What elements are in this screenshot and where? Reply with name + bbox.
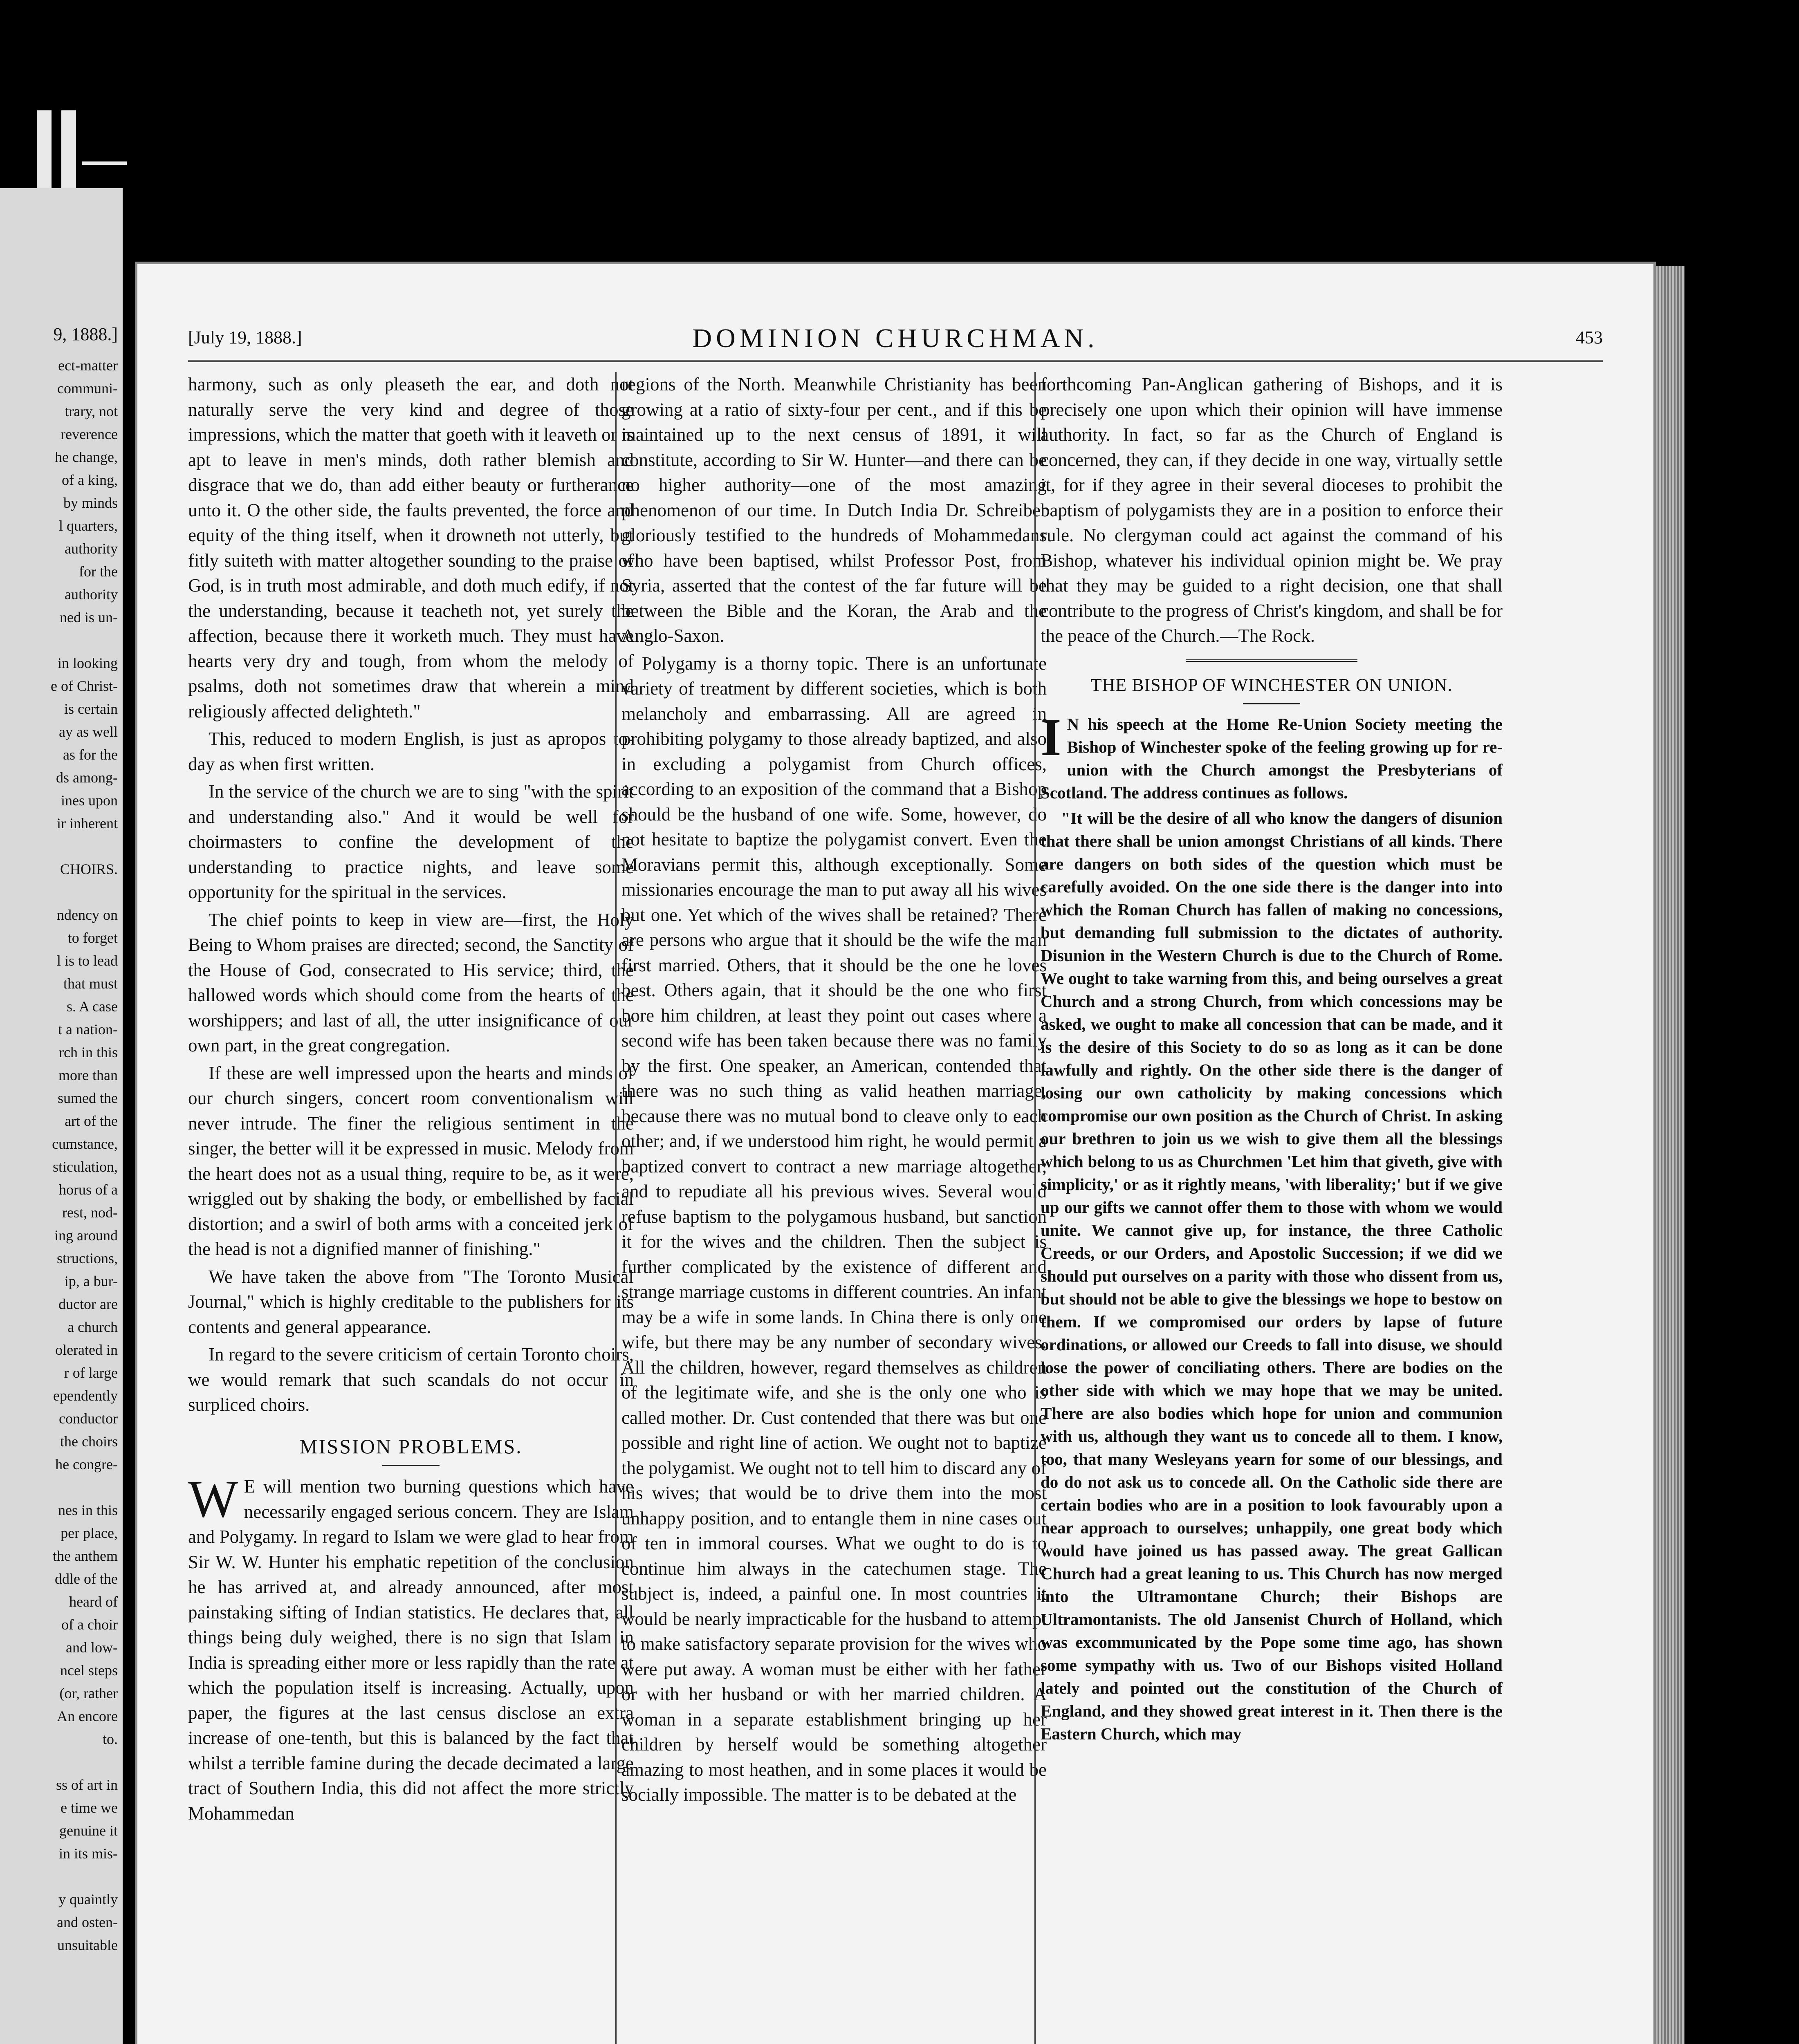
paragraph: In regard to the severe criticism of certain Toronto choirs, we would remark that such scandals do not occur in surpliced choirs. xyxy=(188,1344,634,1415)
facing-page-line: by minds xyxy=(63,495,118,511)
facing-page-line: (or, rather xyxy=(59,1685,118,1701)
masthead-title: DOMINION CHURCHMAN. xyxy=(692,323,1099,353)
facing-page-line: ddle of the xyxy=(55,1571,118,1587)
facing-page-line: ndency on xyxy=(57,907,118,923)
facing-page-line: per place, xyxy=(61,1525,118,1541)
column-1 xyxy=(188,372,634,2044)
facing-page-line: heard of xyxy=(69,1594,118,1610)
facing-page-line xyxy=(0,629,123,652)
facing-page-line: he congre- xyxy=(55,1456,118,1472)
drop-cap: W xyxy=(188,1470,238,1529)
facing-page-line: authority xyxy=(65,540,118,557)
facing-page-line: reverence xyxy=(61,426,118,442)
facing-page-line: ines upon xyxy=(61,792,118,809)
facing-page-line: for the xyxy=(79,563,118,580)
facing-page-line: s. A case xyxy=(67,998,118,1015)
facing-page-line: the choirs xyxy=(60,1433,118,1450)
facing-page-line: ds among- xyxy=(56,769,118,786)
column-2 xyxy=(621,372,1047,2044)
paragraph: In the service of the church we are to sing "with the spirit and understanding also." And it would be well for choirmasters to confine the development of the understanding to practice nights, and leave some opportunity for the spiritual in the services. xyxy=(188,781,634,902)
facing-page-line: An encore xyxy=(57,1708,118,1724)
facing-page-line: sticulation, xyxy=(53,1159,118,1175)
facing-page-header: 9, 1888.] xyxy=(53,324,118,344)
column-1-paragraphs xyxy=(188,372,634,1418)
facing-page-line: e time we xyxy=(61,1800,118,1816)
book-page-edge xyxy=(1656,266,1685,2044)
facing-page-line: structions, xyxy=(57,1250,118,1266)
paragraph: We have taken the above from "The Toronto Musical Journal," which is highly creditable to the publishers for its contents and general appearance. xyxy=(188,1266,634,1337)
film-mark-tick xyxy=(82,161,127,165)
facing-page-line: CHOIRS. xyxy=(60,861,118,877)
facing-page-line: conductor xyxy=(59,1410,118,1427)
paragraph: regions of the North. Meanwhile Christianity has been growing at a ratio of sixty-four per cent., and if this be maintained up to the next census of 1891, it will constitute, according to Sir W. Hunter—and there can be no higher authority—one of the most amazing phenomenon of our time. In Dutch India Dr. Schreiber gloriously testified to the hundreds of Mohammedans who have been baptised, whilst Professor Post, from Syria, asserted that the contest of the far future will be between the Bible and the Koran, the Arab and the Anglo-Saxon. xyxy=(621,374,1047,646)
facing-page-line: r of large xyxy=(64,1365,118,1381)
facing-page-line xyxy=(0,881,123,903)
paragraph: The chief points to keep in view are—first, the Holy Being to Whom praises are directed; second, the Sanctity of the House of God, consecrated to His service; third, the hallowed words which should come from the hearts of the worshippers; and last of all, the utter insignificance of our own part, in the great congregation. xyxy=(188,909,634,1056)
facing-page-line: t a nation- xyxy=(58,1021,118,1038)
facing-page-line: ductor are xyxy=(58,1296,118,1312)
facing-page-line: ss of art in xyxy=(56,1777,118,1793)
facing-page-line: more than xyxy=(58,1067,118,1083)
facing-page-line: he change, xyxy=(55,449,118,465)
page-header xyxy=(188,323,1603,356)
facing-page-line: communi- xyxy=(57,380,118,397)
facing-page-line xyxy=(0,835,123,858)
facing-page-line: y quaintly xyxy=(58,1891,118,1907)
newspaper-page xyxy=(135,262,1656,2044)
facing-page-line: cumstance, xyxy=(52,1136,118,1152)
facing-page-line: and osten- xyxy=(57,1914,118,1930)
facing-page-line: of a king, xyxy=(62,472,118,488)
section-divider xyxy=(1186,659,1357,662)
facing-page-line: l is to lead xyxy=(57,953,118,969)
column-2-paragraphs xyxy=(621,372,1047,1808)
facing-page-line: genuine it xyxy=(59,1822,118,1839)
facing-page-line: authority xyxy=(65,586,118,603)
facing-page-line: ect-matter xyxy=(58,357,118,374)
facing-page-line: as for the xyxy=(63,746,118,763)
facing-page-lines xyxy=(0,354,123,1957)
facing-page-line: ip, a bur- xyxy=(64,1273,118,1289)
facing-page-fragment xyxy=(0,188,123,2044)
facing-page-line: to. xyxy=(102,1731,118,1747)
facing-page-line: ing around xyxy=(54,1227,118,1244)
heading-rule xyxy=(382,1465,440,1466)
facing-page-line: ned is un- xyxy=(60,609,118,625)
winchester-intro-paragraph xyxy=(1041,708,1503,804)
column-divider-2 xyxy=(1034,372,1036,2044)
facing-page-line: olerated in xyxy=(55,1342,118,1358)
drop-cap: I xyxy=(1041,708,1061,767)
facing-page-line: ay as well xyxy=(59,724,118,740)
facing-page-line: a church xyxy=(67,1319,118,1335)
header-rule xyxy=(188,360,1603,362)
facing-page-line: and low- xyxy=(66,1639,118,1656)
mission-problems-text: E will mention two burning questions which have necessarily engaged serious concern. They are Islam and Polygamy. In regard to Islam we were glad to hear from Sir W. W. Hunter his emphatic repetition of the conclusion he has arrived at, and already announced, after most painstaking sifting of Indian statistics. He declares that, all things being duly weighed, there is no sign that Islam in India is spreading either more or less rapidly than the rate at which the population itself is increasing. Actually, upon paper, the figures at the last census disclose an extra increase of one-tenth, but this is balanced by the fact that whilst a terrible famine during the decade decimated a large tract of Southern India, this did not affect the more strictly Mohammedan xyxy=(188,1476,634,1824)
facing-page-line: rest, nod- xyxy=(62,1204,118,1221)
paragraph: This, reduced to modern English, is just as apropos to-day as when first written. xyxy=(188,728,634,774)
facing-page-line: of a choir xyxy=(61,1616,118,1633)
facing-page-line: in looking xyxy=(57,655,118,671)
column-divider-1 xyxy=(615,372,617,2044)
facing-page-line: ir inherent xyxy=(57,815,118,831)
facing-page-line: e of Christ- xyxy=(51,678,118,694)
facing-page-line: sumed the xyxy=(58,1090,118,1106)
facing-page-line: to forget xyxy=(67,930,118,946)
facing-page-line: trary, not xyxy=(65,403,118,419)
facing-page-line: the anthem xyxy=(53,1548,118,1564)
facing-page-line: l quarters, xyxy=(59,518,118,534)
facing-page-line: art of the xyxy=(65,1113,118,1129)
page-number: 453 xyxy=(1576,327,1603,347)
rock-article-end: forthcoming Pan-Anglican gathering of Bishops, and it is precisely one upon which their opinion will have immense authority. In fact, so far as the Church of England is concerned, they can, if they decide in one way, virtually settle it, for if they agree in their several dioceses to prohibit the baptism of polygamists they are in a position to enforce their rule. No clergyman could act against the command of his Bishop, whatever his individual opinion might be. We pray that they may be guided to a right decision, one that shall contribute to the progress of Christ's kingdom, and shall be for the peace of the Church.—The Rock. xyxy=(1041,374,1503,646)
facing-page-line: rch in this xyxy=(59,1044,118,1060)
facing-page-line: horus of a xyxy=(59,1181,118,1198)
paragraph: Polygamy is a thorny topic. There is an unfortunate variety of treatment by different societies, which is both melancholy and embarrassing. All are agreed in prohibiting polygamy to those already baptized, and also in excluding a polygamist from Church offices, according to an exposition of the command that a Bishop should be the husband of one wife. Some, however, do not hesitate to baptize the polygamist convert. Even the Moravians permit this, although exceptionally. Some missionaries encourage the man to put away all his wives but one. Yet which of the wives shall be retained? There are persons who argue that it should be the wife the man first married. Others, that it should be the one he loves best. Others again, that it should be the one who first bore him children, at least they point out cases where a second wife has been taken because there was no family by the first. One speaker, an American, contended that there was no such thing as valid heathen marriage, because there was no mutual bond to cleave only to each other; and, if we understood him right, he would permit a baptized convert to contract a new marriage altogether, and to repudiate all his previous wives. Several would refuse baptism to the polygamous husband, but sanction it for the wives and the children. Then the subject is further complicated by the existence of different and strange marriage customs in different countries. An infant may be a wife in some lands. In China there is only one wife, but there may be any number of secondary wives. All the children, however, regard themselves as children of the legitimate wife, and she is the only one who is called mother. Dr. Cust contended that there was but one possible and right line of action. We ought not to baptize the polygamist. We ought not to tell him to discard any of his wives; that would be to drive them into the most unhappy position, and to entangle them in nine cases out of ten in immoral courses. What we ought to do is to continue him always in the catechumen stage. The subject is, indeed, a painful one. In most countries it would be nearly impracticable for the husband to attempt to make satisfactory separate provision for the wives who were put away. A woman must be either with her father or with her husband or with her married children. A woman in a separate establishment bringing up her children by herself would be something altogether amazing to most heathen, and in some places it would be socially impossible. The matter is to be debated at the xyxy=(621,653,1047,1805)
facing-page-line: ependently xyxy=(53,1387,118,1404)
paragraph: If these are well impressed upon the hearts and minds of our church singers, concert room conventionalism will never intrude. The finer the religious sentiment in the singer, the better will it be expressed in music. Melody from the heart does not as a usual thing, require to be, as it were, wriggled out by shaking the body, or embellished by facial distortion; and a swirl of both arms with a conceited jerk of the head is not a dignified manner of finishing." xyxy=(188,1062,634,1259)
winchester-quote: "It will be the desire of all who know the dangers of disunion that there shall be union amongst Christians of all kinds. There are dangers on both sides of the question which must be carefully avoided. On the one side there is the danger into into which the Roman Church has fallen of making no concessions, but demanding full submission to the dictates of authority. Disunion in the Western Church is due to the Church of Rome. We ought to take warning from this, and being ourselves a great Church and a strong Church, from which concessions may be asked, we ought to make all concession that can be made, and it is the desire of this Society to do so as long as it can be done lawfully and rightly. On the other side there is the danger of losing our own catholicity by making concessions which compromise our own position as the Church of Christ. In asking our brethren to join us we wish to give them all the blessings which belong to us as Churchmen 'Let him that giveth, give with simplicity,' or as it rightly means, 'with liberality;' but if we give up our gifts we cannot offer them to those with whom we would unite. We cannot give up, for instance, the three Catholic Creeds, or our Orders, and Apostolic Succession; if we did we should put ourselves on a parity with those who dissent from us, but should not be able to give the blessings we hope to bestow on them. If we compromised our orders by lapse of future ordinations, or allowed our Creeds to fall into disuse, we should lose the power of conciliating others. There are bodies on the other side with which we may hope that we may be united. There are also bodies which hope for union and communion with us, although they want us to concede all to them. I know, too, that many Wesleyans yearn for some of our blessings, and do do not ask us to concede all. On the Catholic side there are certain bodies who are in a position to look favourably upon a near approach to ourselves; unhappily, one great body which would have joined us has passed away. The great Gallican Church had a great leaning to us. This Church has now merged into the Ultramontane Church; their Bishops are Ultramontanists. The old Jansenist Church of Holland, which was excommunicated by the Pope some time ago, has shown some sympathy with us. Two of our Bishops visited Holland lately and pointed out the constitution of the Church of England, and they showed great interest in it. Then there is the Eastern Church, which may xyxy=(1041,809,1503,1743)
column-3 xyxy=(1041,372,1503,2044)
facing-page-line xyxy=(0,1750,123,1773)
facing-page-line: is certain xyxy=(64,701,118,717)
heading-rule xyxy=(1243,703,1300,704)
paragraph: harmony, such as only pleaseth the ear, and doth not naturally serve the very kind and degree of those impressions, which the matter that goeth with it leaveth or is apt to leave in men's minds, doth rather blemish and disgrace that we do, than add either beauty or furtherance unto it. O the other side, the faults prevented, the force and equity of the thing itself, when it drowneth not utterly, but fitly suiteth with matter altogether sounding to the praise of God, is in truth most admirable, and doth much edify, if not the understanding, because it teacheth not, yet surely the affection, because there it worketh much. They must have hearts very dry and tough, from whom the melody of psalms, doth not sometimes draw that wherein a mind religiously affected delighteth." xyxy=(188,374,634,722)
mission-problems-heading: MISSION PROBLEMS. xyxy=(299,1434,523,1458)
facing-page-line: in its mis- xyxy=(58,1845,118,1862)
facing-page-line: nes in this xyxy=(58,1502,118,1518)
issue-date: [July 19, 1888.] xyxy=(188,327,302,347)
facing-page-line: unsuitable xyxy=(57,1937,118,1953)
mission-problems-paragraph xyxy=(188,1470,634,1826)
facing-page-line xyxy=(0,1865,123,1888)
facing-page-line xyxy=(0,1476,123,1499)
facing-page-line: that must xyxy=(63,975,118,992)
facing-page-line: ncel steps xyxy=(60,1662,118,1679)
winchester-union-heading: THE BISHOP OF WINCHESTER ON UNION. xyxy=(1090,675,1453,695)
winchester-intro-text: N his speech at the Home Re-Union Society meeting the Bishop of Winchester spoke of the feeling growing up for re-union with the Church amongst the Presbyterians of Scotland. The address continues as follows. xyxy=(1041,715,1503,802)
